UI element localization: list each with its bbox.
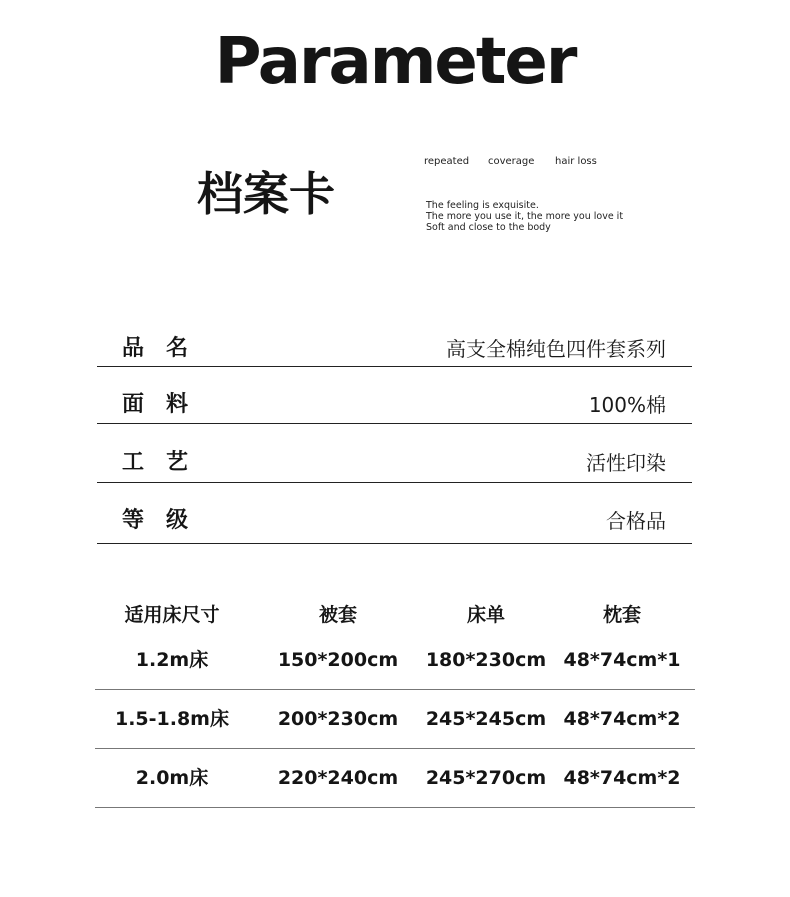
param-label: 面料 (122, 392, 211, 417)
tag-coverage: coverage (488, 156, 535, 167)
table-cell: 200*230cm (277, 708, 399, 730)
table-cell: 220*240cm (277, 767, 399, 789)
param-value: 高支全棉纯色四件套系列 (446, 337, 666, 361)
param-label: 等级 (122, 508, 211, 533)
column-header: 枕套 (602, 604, 641, 626)
param-row-name (97, 320, 692, 367)
tag-hair-loss: hair loss (555, 156, 597, 167)
column-header: 适用床尺寸 (124, 604, 220, 626)
table-row (95, 690, 695, 749)
param-row-craft (97, 424, 692, 483)
table-cell: 1.2m床 (135, 649, 209, 671)
card-title: 档案卡 (197, 167, 335, 221)
table-row (95, 631, 695, 690)
param-row-grade (97, 483, 692, 544)
param-value: 100%棉 (588, 393, 666, 417)
table-cell: 2.0m床 (135, 767, 209, 789)
description-line: The feeling is exquisite. (426, 200, 539, 211)
param-row-fabric (97, 367, 692, 424)
table-header (95, 590, 695, 634)
table-cell: 245*270cm (425, 767, 547, 789)
table-cell: 245*245cm (425, 708, 547, 730)
table-cell: 48*74cm*2 (563, 767, 681, 789)
description-line: Soft and close to the body (426, 222, 551, 233)
table-cell: 150*200cm (277, 649, 399, 671)
page-title: Parameter (214, 25, 576, 99)
param-label: 工艺 (122, 450, 211, 475)
table-cell: 180*230cm (425, 649, 547, 671)
param-value: 合格品 (606, 509, 666, 533)
column-header: 床单 (466, 604, 505, 626)
table-cell: 1.5-1.8m床 (114, 708, 229, 730)
param-label: 品名 (122, 336, 211, 361)
table-row (95, 749, 695, 808)
description-line: The more you use it, the more you love it (426, 211, 624, 222)
param-value: 活性印染 (586, 451, 666, 475)
tag-repeated: repeated (424, 156, 470, 167)
column-header: 被套 (318, 604, 357, 626)
description (426, 200, 623, 233)
table-cell: 48*74cm*1 (563, 649, 681, 671)
table-cell: 48*74cm*2 (563, 708, 681, 730)
